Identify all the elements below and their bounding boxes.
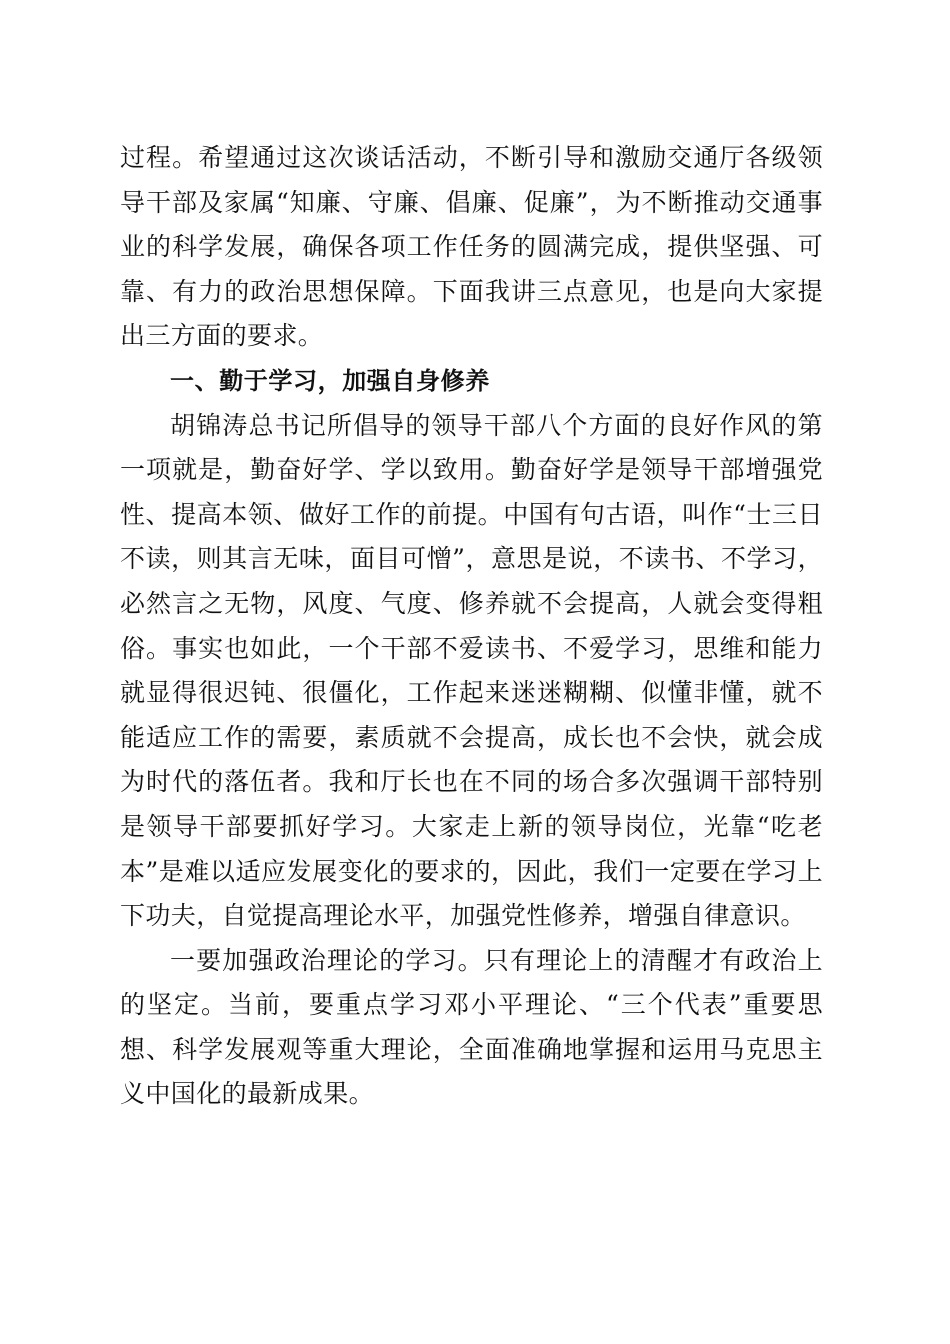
section-heading: 一、勤于学习，加强自身修养 xyxy=(170,366,490,395)
paragraph-continuation: 过程。希望通过这次谈话活动，不断引导和激励交通厅各级领导干部及家属“知廉、守廉、倡廉、促廉”，为不断推动交通事业的科学发展，确保各项工作任务的圆满完成，提供坚强、可靠、有力的政治思想保障。下面我讲三点意见，也是向大家提出三方面的要求。 xyxy=(120,143,823,351)
document-body xyxy=(120,136,823,1117)
paragraph-study: 胡锦涛总书记所倡导的领导干部八个方面的良好作风的第一项就是，勤奋好学、学以致用。勤奋好学是领导干部增强党性、提高本领、做好工作的前提。中国有句古语，叫作“士三日不读，则其言无味，面目可憎”，意思是说，不读书、不学习，必然言之无物，风度、气度、修养就不会提高，人就会变得粗俗。事实也如此，一个干部不爱读书、不爱学习，思维和能力就显得很迟钝、很僵化，工作起来迷迷糊糊、似懂非懂，就不能适应工作的需要，素质就不会提高，成长也不会快，就会成为时代的落伍者。我和厅长也在不同的场合多次强调干部特别是领导干部要抓好学习。大家走上新的领导岗位，光靠“吃老本”是难以适应发展变化的要求的，因此，我们一定要在学习上下功夫，自觉提高理论水平，加强党性修养，增强自律意识。 xyxy=(120,410,823,931)
paragraph-political-theory: 一要加强政治理论的学习。只有理论上的清醒才有政治上的坚定。当前，要重点学习邓小平理论、“三个代表”重要思想、科学发展观等重大理论，全面准确地掌握和运用马克思主义中国化的最新成果。 xyxy=(120,945,823,1109)
